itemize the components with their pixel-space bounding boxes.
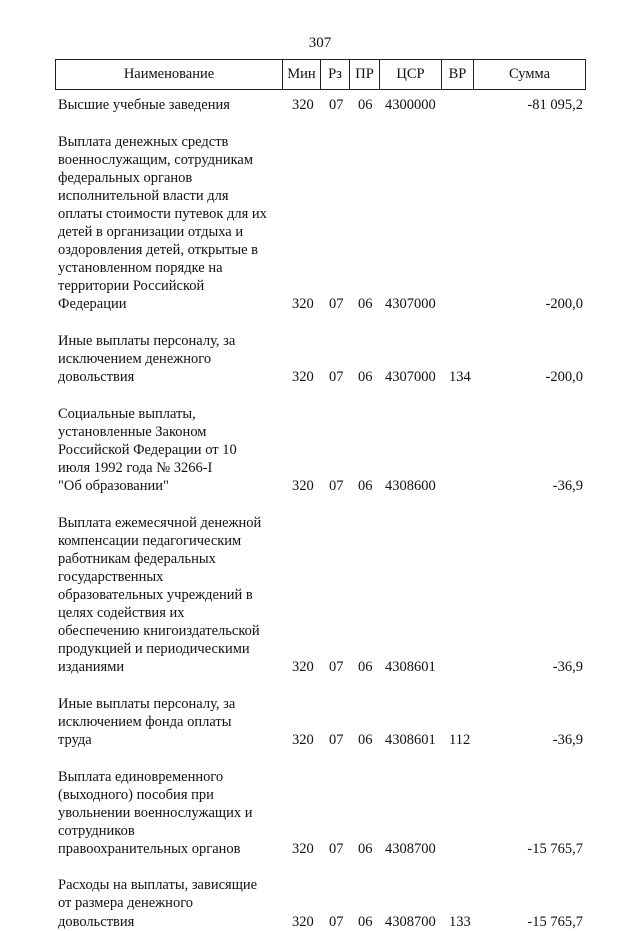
row-name-line: Расходы на выплаты, зависящие	[58, 877, 258, 894]
row-vr: 112	[449, 731, 471, 748]
row-sum: -200,0	[545, 296, 583, 313]
row-name-line: военнослужащим, сотрудникам	[58, 151, 254, 168]
row-csr: 4308601	[385, 731, 436, 748]
row-name	[58, 332, 276, 386]
row-name-line: оздоровления детей, открытые в	[58, 242, 258, 259]
row-min: 320	[292, 97, 314, 113]
row-name-line: целях содействия их	[58, 604, 185, 621]
row-name	[58, 133, 276, 314]
table-header	[55, 59, 586, 90]
row-sum: -15 765,7	[527, 840, 583, 857]
header-min: Мин	[283, 60, 321, 90]
row-pr: 06	[358, 913, 373, 930]
header-csr: ЦСР	[380, 60, 442, 90]
row-name-line: труда	[58, 731, 92, 748]
row-name-line: исключением денежного	[58, 350, 212, 367]
row-sum: -36,9	[552, 659, 583, 676]
row-name-line: исполнительной власти для	[58, 187, 229, 204]
row-csr: 4308700	[385, 840, 436, 857]
row-name	[58, 96, 276, 114]
row-name-line: государственных	[58, 568, 164, 585]
row-name-line: федеральных органов	[58, 169, 193, 186]
row-min: 320	[292, 369, 314, 386]
row-rz: 07	[329, 731, 344, 748]
row-rz: 07	[329, 840, 344, 857]
row-name-line: образовательных учреждений в	[58, 586, 253, 603]
row-min: 320	[292, 913, 314, 930]
row-name-line: компенсации педагогическим	[58, 532, 242, 549]
row-name-line: Иные выплаты персоналу, за	[58, 695, 236, 712]
row-name-line: Социальные выплаты,	[58, 405, 196, 422]
row-rz: 07	[329, 913, 344, 930]
row-name-line: Выплата единовременного	[58, 768, 224, 785]
table-row	[0, 96, 640, 114]
row-pr: 06	[358, 659, 373, 676]
row-name-line: увольнении военнослужащих и	[58, 804, 253, 821]
table-row	[0, 332, 640, 386]
header-vr: ВР	[442, 60, 474, 90]
row-rz: 07	[329, 369, 344, 386]
row-name-line: июля 1992 года № 3266-I	[58, 459, 213, 476]
row-pr: 06	[358, 369, 373, 386]
row-rz: 07	[329, 296, 344, 313]
row-name-line: Российской Федерации от 10	[58, 441, 237, 458]
row-name	[58, 768, 276, 858]
row-csr: 4300000	[385, 97, 436, 113]
row-name-line: установленные Законом	[58, 423, 207, 440]
row-min: 320	[292, 840, 314, 857]
row-sum: -36,9	[552, 477, 583, 494]
row-name-line: работникам федеральных	[58, 550, 216, 567]
row-min: 320	[292, 296, 314, 313]
row-name	[58, 876, 276, 930]
table-row	[0, 514, 640, 677]
row-name-line: изданиями	[58, 659, 125, 676]
row-sum: -200,0	[545, 369, 583, 386]
row-name-line: сотрудников	[58, 822, 135, 839]
row-csr: 4308600	[385, 477, 436, 494]
row-csr: 4308601	[385, 659, 436, 676]
row-csr: 4308700	[385, 913, 436, 930]
row-min: 320	[292, 659, 314, 676]
row-name-line: продукцией и периодическими	[58, 641, 250, 658]
page-number: 307	[308, 35, 332, 51]
row-name-line: Высшие учебные заведения	[58, 97, 230, 113]
row-csr: 4307000	[385, 296, 436, 313]
row-name-line: от размера денежного	[58, 895, 194, 912]
row-name	[58, 405, 276, 495]
row-name	[58, 514, 276, 677]
row-name-line: территории Российской	[58, 278, 205, 295]
row-min: 320	[292, 731, 314, 748]
row-rz: 07	[329, 97, 344, 113]
row-name-line: (выходного) пособия при	[58, 786, 214, 803]
row-pr: 06	[358, 840, 373, 857]
row-pr: 06	[358, 477, 373, 494]
row-name-line: довольствия	[58, 913, 135, 930]
header-rz: Рз	[321, 60, 350, 90]
row-name-line: детей в организации отдыха и	[58, 223, 244, 240]
row-rz: 07	[329, 659, 344, 676]
row-name-line: Иные выплаты персоналу, за	[58, 332, 236, 349]
table-row	[0, 133, 640, 314]
row-sum: -36,9	[552, 731, 583, 748]
row-name-line: правоохранительных органов	[58, 840, 241, 857]
row-rz: 07	[329, 477, 344, 494]
header-name: Наименование	[56, 60, 283, 90]
row-sum: -81 095,2	[527, 97, 583, 113]
row-name-line: установленном порядке на	[58, 260, 223, 277]
table-row	[0, 876, 640, 930]
header-pr: ПР	[350, 60, 380, 90]
table-row	[0, 695, 640, 749]
row-name-line: Выплата ежемесячной денежной	[58, 514, 262, 531]
table-row	[0, 768, 640, 859]
row-name-line: Выплата денежных средств	[58, 133, 229, 150]
row-name-line: оплаты стоимости путевок для их	[58, 205, 267, 222]
row-sum: -15 765,7	[527, 913, 583, 930]
row-name-line: исключением фонда оплаты	[58, 713, 232, 730]
row-name-line: "Об образовании"	[58, 477, 169, 494]
row-name-line: довольствия	[58, 369, 135, 386]
row-vr: 134	[449, 369, 471, 386]
table-row	[0, 405, 640, 496]
row-min: 320	[292, 477, 314, 494]
row-name	[58, 695, 276, 749]
row-csr: 4307000	[385, 369, 436, 386]
row-name-line: Федерации	[58, 296, 127, 313]
row-pr: 06	[358, 296, 373, 313]
row-name-line: обеспечению книгоиздательской	[58, 623, 260, 640]
row-pr: 06	[358, 731, 373, 748]
row-vr: 133	[449, 913, 471, 930]
header-sum: Сумма	[474, 60, 586, 90]
row-pr: 06	[358, 97, 373, 113]
